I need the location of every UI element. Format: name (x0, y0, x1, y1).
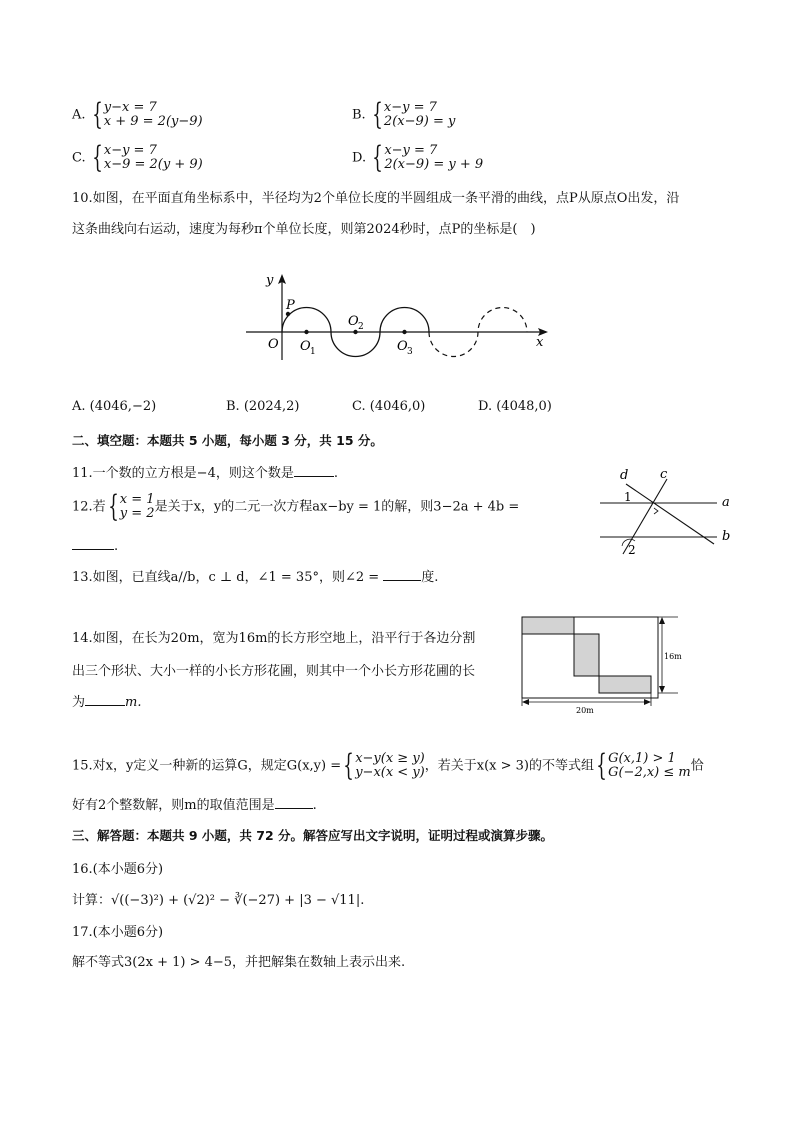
label-angle-1: 1 (624, 490, 632, 504)
q10-option-d: D. (4048,0) (478, 399, 552, 414)
q10-option-c: C. (4046,0) (352, 399, 426, 414)
label-c: c (660, 467, 668, 482)
parallel-lines-figure (592, 466, 742, 562)
brace-icon: { (596, 748, 607, 783)
brace-icon: { (343, 748, 354, 783)
option-label: A. (72, 107, 86, 123)
question-14-line1: 14.如图，在长为20m，宽为16m的长方形空地上，沿平行于各边分割 (72, 631, 476, 646)
flowerbed-2 (574, 634, 599, 676)
question-15-line1: 15.对x，y定义一种新的运算G，规定G(x,y) = { x−y(x ≥ y) y−x(x < y) ，若关于x(x > 3)的不等式组 { G(x,1) > 1 G(−2,x) ≤ m 恰 (72, 748, 704, 783)
section-2-heading: 二、填空题：本题共 5 小题，每小题 3 分，共 15 分。 (72, 433, 383, 448)
option-label: D. (352, 150, 367, 166)
option-b: B. { x−y = 7 2(x−9) = y (352, 97, 456, 132)
flowerbed-1 (522, 617, 574, 634)
section-3-heading: 三、解答题：本题共 9 小题，共 72 分。解答应写出文字说明，证明过程或演算步骤。 (72, 828, 554, 843)
y-label: y (266, 273, 274, 288)
point-o1 (304, 330, 308, 334)
o3-label: O (397, 339, 408, 354)
question-12-answer: . (72, 537, 118, 554)
label-d: d (620, 468, 629, 483)
q10-option-b: B. (2024,2) (226, 399, 300, 414)
label-angle-2: 2 (628, 543, 636, 557)
right-angle-mark (654, 508, 658, 514)
option-c: C. { x−y = 7 x−9 = 2(y + 9) (72, 140, 203, 175)
brace-icon: { (372, 97, 383, 132)
o1-sub: 1 (310, 347, 316, 357)
question-11: 11.一个数的立方根是−4，则这个数是 . (72, 466, 338, 481)
question-17-title: 17.(本小题6分) (72, 925, 164, 940)
question-16-expression: 计算：√((−3)²) + (√2)² − ∛(−27) + |3 − √11|. (72, 893, 365, 908)
question-15-line2: 好有2个整数解，则m的取值范围是 . (72, 798, 317, 813)
answer-blank (85, 693, 125, 706)
o1-label: O (300, 339, 311, 354)
question-14-line3: 为 m. (72, 695, 142, 710)
q10-option-a: A. (4046,−2) (72, 399, 157, 414)
answer-blank (275, 796, 313, 809)
answer-blank (383, 568, 421, 581)
point-o3 (402, 330, 406, 334)
question-13: 13.如图，已直线a//b，c ⊥ d，∠1 = 35°，则∠2 = 度. (72, 570, 439, 585)
brace-icon: { (92, 140, 103, 175)
brace-icon: { (107, 489, 119, 524)
question-16-title: 16.(本小题6分) (72, 862, 164, 877)
width-label: 20m (576, 706, 594, 715)
option-label: C. (72, 150, 86, 166)
answer-blank (72, 537, 114, 550)
question-17-text: 解不等式3(2x + 1) > 4−5，并把解集在数轴上表示出来. (72, 955, 406, 970)
o3-sub: 3 (407, 347, 413, 357)
answer-blank (294, 464, 334, 477)
brace-icon: { (372, 140, 384, 175)
garden-rectangle-figure (512, 608, 702, 716)
o2-label: O (348, 314, 359, 329)
origin-label: O (268, 337, 279, 352)
option-d: D. { x−y = 7 2(x−9) = y + 9 (352, 140, 484, 175)
x-label: x (536, 335, 544, 350)
option-label: B. (352, 107, 366, 123)
question-12: 12.若 { x = 1 y = 2 是关于x，y的二元一次方程ax−by = 1的解，则3−2a + 4b = (72, 489, 520, 524)
height-label: 16m (664, 652, 682, 661)
brace-icon: { (91, 97, 103, 132)
question-10-line2: 这条曲线向右运动，速度为每秒π个单位长度，则第2024秒时，点P的坐标是( ) (72, 222, 536, 237)
label-a: a (722, 495, 730, 510)
question-10-line1: 10.如图，在平面直角坐标系中，半径均为2个单位长度的半圆组成一条平滑的曲线，点P从原点O出发，沿 (72, 191, 680, 206)
option-a: A. { y−x = 7 x + 9 = 2(y−9) (72, 97, 203, 132)
semicircle-curve-figure (240, 268, 560, 368)
p-label: P (286, 298, 295, 313)
label-b: b (722, 529, 731, 544)
o2-sub: 2 (358, 322, 364, 332)
line-d (626, 484, 714, 544)
flowerbed-3 (599, 676, 651, 693)
question-14-line2: 出三个形状、大小一样的小长方形花圃，则其中一个小长方形花圃的长 (72, 664, 476, 679)
